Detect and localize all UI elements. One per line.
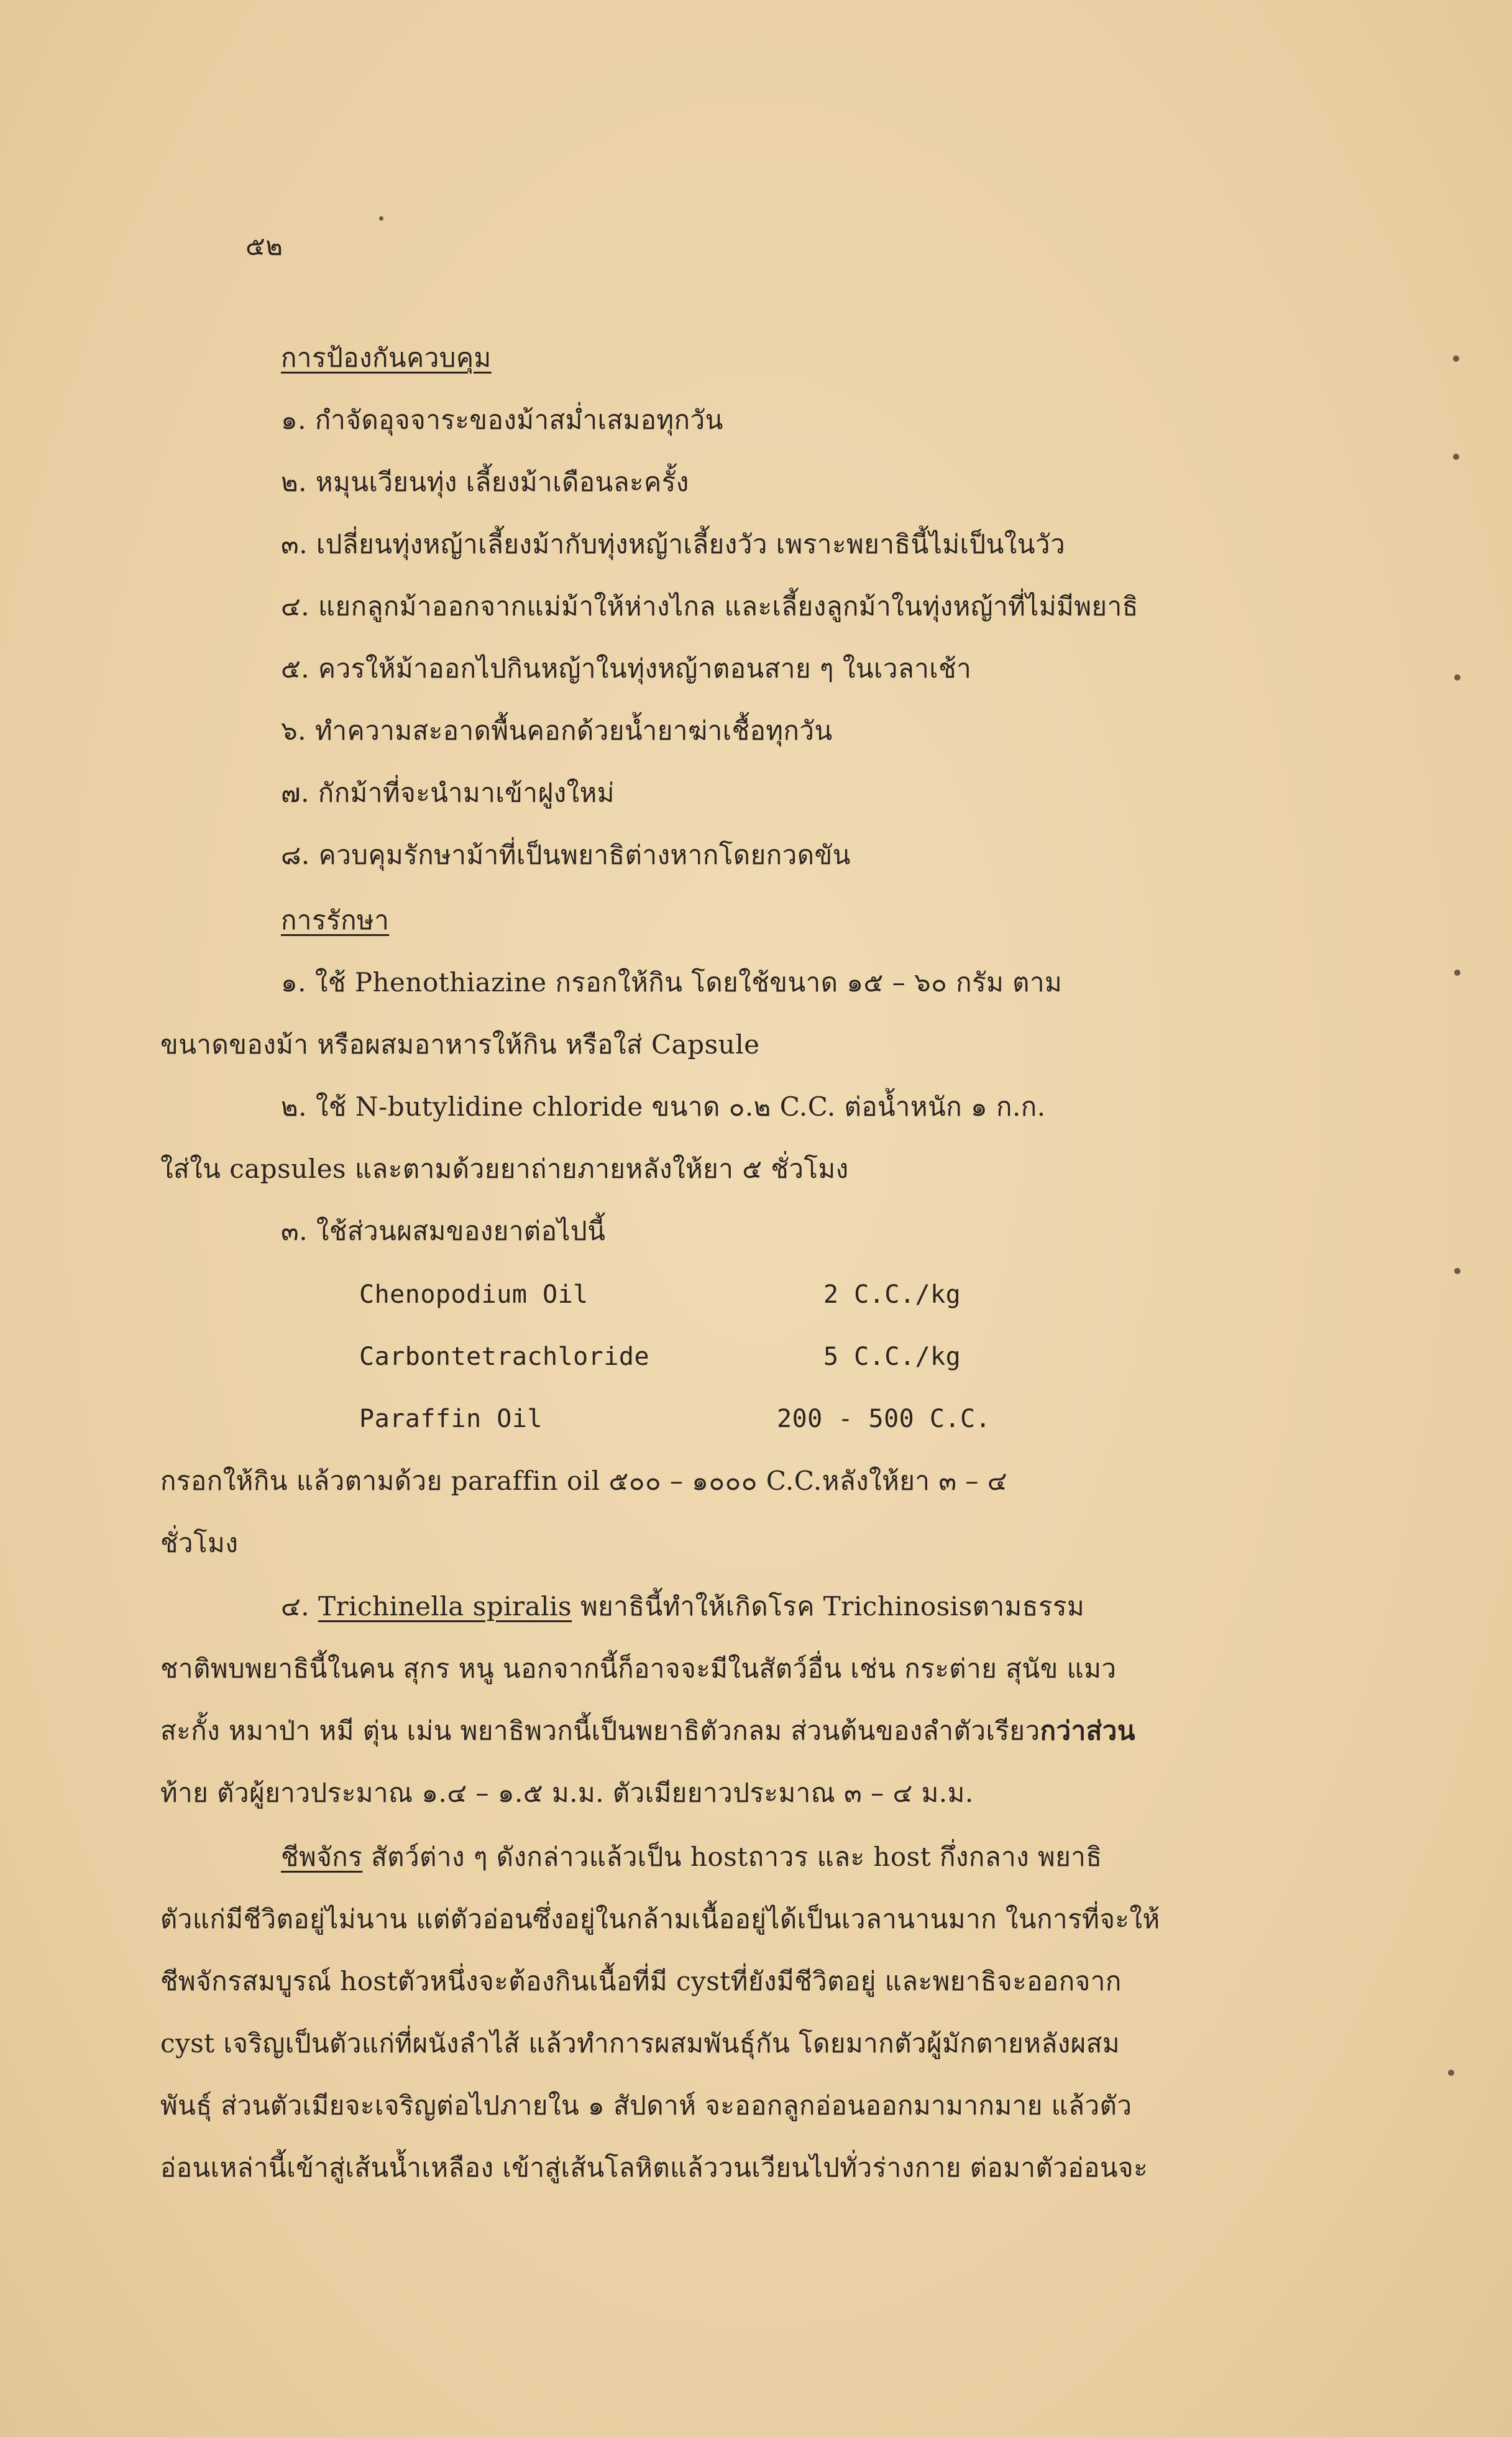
paper-speck bbox=[1454, 970, 1460, 976]
lifecycle-line-2: ตัวแก่มีชีวิตอยู่ไม่นาน แต่ตัวอ่อนซึ่งอยู่ในกล้ามเนื้ออยู่ได้เป็นเวลานานมาก ในการที่จะให้ bbox=[160, 1904, 1160, 1934]
lifecycle-heading: ชีพจักร bbox=[281, 1842, 363, 1872]
lifecycle-line-4: cyst เจริญเป็นตัวแก่ที่ผนังลำไส้ แล้วทำการผสมพันธุ์กัน โดยมากตัวผู้มักตายหลังผสม bbox=[160, 2028, 1120, 2058]
paper-speck bbox=[1454, 1268, 1460, 1274]
trichinella-line-1 bbox=[281, 1589, 1084, 1624]
lifecycle-line-1 bbox=[281, 1840, 1102, 1875]
prevention-heading: การป้องกันควบคุม bbox=[281, 342, 492, 373]
lifecycle-line-5: พันธุ์ ส่วนตัวเมียจะเจริญต่อไปภายใน ๑ สัปดาห์ จะออกลูกอ่อนออกมามากมาย แล้วตัว bbox=[160, 2090, 1132, 2121]
treatment-3-after-1: กรอกให้กิน แล้วตามด้วย paraffin oil ๕๐๐ – ๑๐๐๐ C.C.หลังให้ยา ๓ – ๔ bbox=[160, 1466, 1008, 1496]
treatment-1-line-2: ขนาดของม้า หรือผสมอาหารให้กิน หรือใส่ Capsule bbox=[160, 1029, 760, 1060]
treatment-3-after-2: ชั่วโมง bbox=[160, 1528, 239, 1558]
prevention-item-2: ๒. หมุนเวียนทุ่ง เลี้ยงม้าเดือนละครั้ง bbox=[281, 467, 689, 497]
trichinella-species: Trichinella spiralis bbox=[318, 1591, 572, 1622]
trichinella-line-2: ชาติพบพยาธินี้ในคน สุกร หนู นอกจากนี้ก็อาจจะมีในสัตว์อื่น เช่น กระต่าย สุนัข แมว bbox=[160, 1653, 1117, 1684]
paper-speck bbox=[1448, 2070, 1454, 2076]
paper-speck bbox=[379, 216, 383, 221]
treatment-1-line-1: ๑. ใช้ Phenothiazine กรอกให้กิน โดยใช้ขนาด ๑๕ – ๖๐ กรัม ตาม bbox=[281, 967, 1063, 998]
trichinella-line-3 bbox=[160, 1714, 1135, 1748]
prevention-item-1: ๑. กำจัดอุจจาระของม้าสม่ำเสมอทุกวัน bbox=[281, 405, 723, 435]
lifecycle-line-6: อ่อนเหล่านี้เข้าสู่เส้นน้ำเหลือง เข้าสู่เส้นโลหิตแล้ววนเวียนไปทั่วร่างกาย ต่อมาตัวอ่อนจะ bbox=[160, 2152, 1148, 2183]
prevention-item-7: ๗. กักม้าที่จะนำมาเข้าฝูงใหม่ bbox=[281, 778, 615, 808]
trichinella-line-3-b: กว่าส่วน bbox=[1040, 1715, 1136, 1746]
lifecycle-line-3: ชีพจักรสมบูรณ์ hostตัวหนึ่งจะต้องกินเนื้อที่มี cystที่ยังมีชีวิตอยู่ และพยาธิจะออกจาก bbox=[160, 1966, 1122, 1996]
trichinella-line-3-a: สะกั้ง หมาป่า หมี ตุ่น เม่น พยาธิพวกนี้เป็นพยาธิตัวกลม ส่วนต้นของลำตัวเรียว bbox=[160, 1715, 1040, 1746]
mixture-name-2: Carbontetrachloride bbox=[359, 1342, 650, 1371]
prevention-item-6: ๖. ทำความสะอาดพื้นคอกด้วยน้ำยาฆ่าเชื้อทุกวัน bbox=[281, 715, 833, 746]
trichinella-line-4: ท้าย ตัวผู้ยาวประมาณ ๑.๔ – ๑.๕ ม.ม. ตัวเมียยาวประมาณ ๓ – ๔ ม.ม. bbox=[160, 1778, 974, 1808]
mixture-dose-2: 5 C.C./kg bbox=[823, 1342, 961, 1371]
mixture-dose-3: 200 - 500 C.C. bbox=[777, 1405, 991, 1433]
trichinella-line-1-rest: พยาธินี้ทำให้เกิดโรค Trichinosisตามธรรม bbox=[572, 1591, 1085, 1622]
prevention-item-3: ๓. เปลี่ยนทุ่งหญ้าเลี้ยงม้ากับทุ่งหญ้าเลี้ยงวัว เพราะพยาธินี้ไม่เป็นในวัว bbox=[281, 529, 1066, 559]
page-number: ๕๒ bbox=[245, 231, 283, 261]
treatment-3-line-1: ๓. ใช้ส่วนผสมของยาต่อไปนี้ bbox=[281, 1216, 606, 1246]
prevention-item-5: ๕. ควรให้ม้าออกไปกินหญ้าในทุ่งหญ้าตอนสาย ๆ ในเวลาเช้า bbox=[281, 653, 972, 684]
paper-speck bbox=[1454, 674, 1460, 681]
treatment-2-line-2: ใส่ใน capsules และตามด้วยยาถ่ายภายหลังให้ยา ๕ ชั่วโมง bbox=[160, 1154, 849, 1184]
paper-speck bbox=[1453, 454, 1459, 460]
prevention-item-4: ๔. แยกลูกม้าออกจากแม่ม้าให้ห่างไกล และเลี้ยงลูกม้าในทุ่งหญ้าที่ไม่มีพยาธิ bbox=[281, 591, 1139, 622]
treatment-2-line-1: ๒. ใช้ N-butylidine chloride ขนาด ๐.๒ C.C. ต่อน้ำหนัก ๑ ก.ก. bbox=[281, 1091, 1046, 1122]
prevention-item-8: ๘. ควบคุมรักษาม้าที่เป็นพยาธิต่างหากโดยกวดขัน bbox=[281, 840, 851, 870]
trichinella-number: ๔. bbox=[281, 1591, 310, 1622]
mixture-name-1: Chenopodium Oil bbox=[359, 1280, 589, 1309]
mixture-name-3: Paraffin Oil bbox=[359, 1405, 543, 1433]
treatment-heading: การรักษา bbox=[281, 905, 390, 935]
lifecycle-line-1-rest: สัตว์ต่าง ๆ ดังกล่าวแล้วเป็น hostถาวร และ host กึ่งกลาง พยาธิ bbox=[362, 1842, 1102, 1872]
mixture-dose-1: 2 C.C./kg bbox=[823, 1280, 961, 1309]
paper-speck bbox=[1453, 356, 1459, 362]
